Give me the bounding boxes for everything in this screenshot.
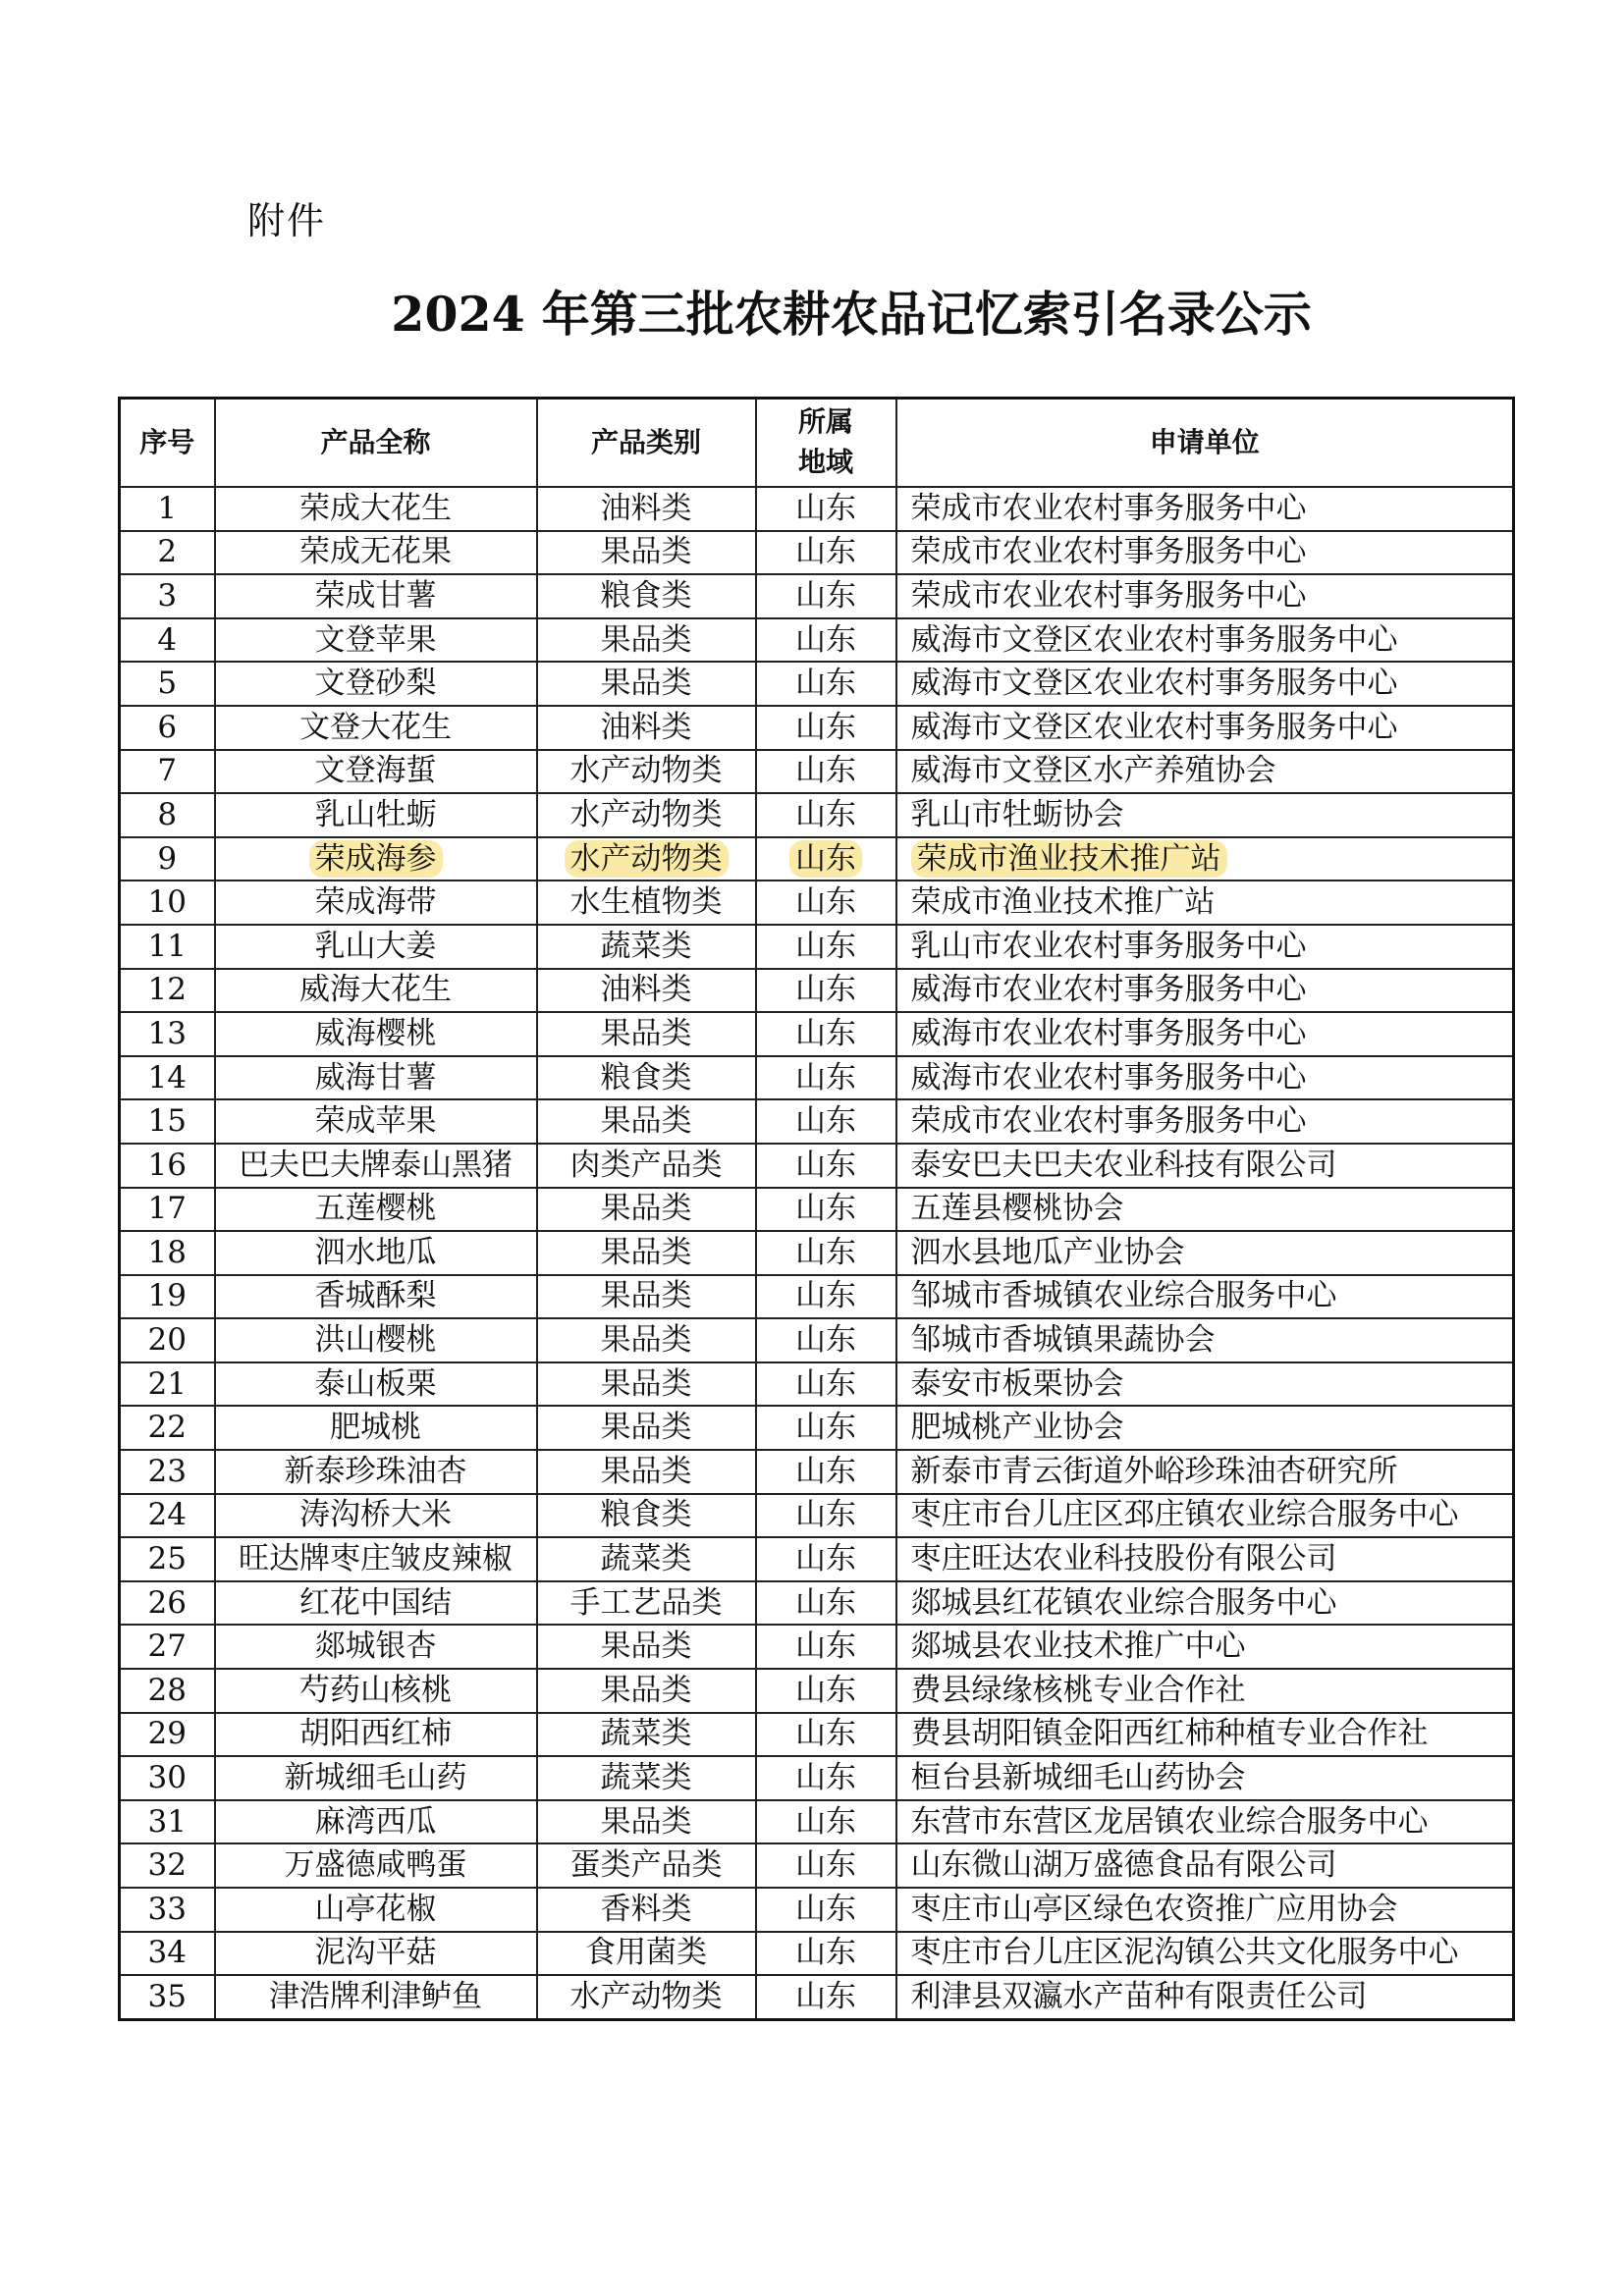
cell-category: 果品类 (537, 1406, 756, 1450)
cell-applicant-unit: 荣成市农业农村事务服务中心 (896, 574, 1514, 618)
cell-category: 手工艺品类 (537, 1581, 756, 1626)
cell-product-name: 胡阳西红柿 (215, 1713, 537, 1757)
cell-category: 蔬菜类 (537, 925, 756, 969)
cell-category: 果品类 (537, 1099, 756, 1144)
cell-no: 14 (120, 1056, 215, 1100)
cell-applicant-unit: 泰安市板栗协会 (896, 1362, 1514, 1407)
cell-no: 8 (120, 793, 215, 837)
cell-product-name (215, 837, 537, 881)
cell-category: 果品类 (537, 1318, 756, 1362)
cell-product-name: 麻湾西瓜 (215, 1800, 537, 1844)
cell-product-name: 五莲樱桃 (215, 1188, 537, 1232)
table-row (120, 925, 1514, 969)
cell-region: 山东 (756, 1843, 896, 1888)
cell-no: 26 (120, 1581, 215, 1626)
cell-applicant-unit: 荣成市农业农村事务服务中心 (896, 531, 1514, 575)
cell-applicant-unit: 肥城桃产业协会 (896, 1406, 1514, 1450)
cell-no: 24 (120, 1494, 215, 1538)
cell-product-name: 乳山牡蛎 (215, 793, 537, 837)
highlight-mark: 荣成市渔业技术推广站 (911, 840, 1227, 878)
cell-region: 山东 (756, 750, 896, 794)
cell-category: 粮食类 (537, 1056, 756, 1100)
cell-product-name: 洪山樱桃 (215, 1318, 537, 1362)
highlight-mark: 荣成海参 (309, 840, 443, 878)
table-row (120, 1362, 1514, 1407)
cell-product-name: 荣成甘薯 (215, 574, 537, 618)
table-row (120, 1012, 1514, 1056)
cell-no: 34 (120, 1932, 215, 1976)
cell-region: 山东 (756, 1625, 896, 1669)
cell-category: 食用菌类 (537, 1932, 756, 1976)
cell-applicant-unit: 枣庄市台儿庄区邳庄镇农业综合服务中心 (896, 1494, 1514, 1538)
cell-no: 2 (120, 531, 215, 575)
cell-product-name: 文登海蜇 (215, 750, 537, 794)
cell-region: 山东 (756, 1406, 896, 1450)
cell-region: 山东 (756, 969, 896, 1013)
table-header-row (120, 399, 1514, 488)
cell-no: 18 (120, 1231, 215, 1275)
table-row (120, 1406, 1514, 1450)
cell-applicant-unit: 威海市农业农村事务服务中心 (896, 1056, 1514, 1100)
cell-applicant-unit: 东营市东营区龙居镇农业综合服务中心 (896, 1800, 1514, 1844)
cell-region: 山东 (756, 881, 896, 925)
cell-product-name: 津浩牌利津鲈鱼 (215, 1975, 537, 2019)
cell-region: 山东 (756, 1012, 896, 1056)
cell-no: 22 (120, 1406, 215, 1450)
cell-applicant-unit: 乳山市牡蛎协会 (896, 793, 1514, 837)
cell-no: 28 (120, 1669, 215, 1713)
column-header-region: 所属 地域 (756, 399, 896, 488)
cell-no: 23 (120, 1450, 215, 1494)
cell-product-name: 泰山板栗 (215, 1362, 537, 1407)
table-row (120, 1756, 1514, 1800)
cell-region: 山东 (756, 1056, 896, 1100)
table-row (120, 1056, 1514, 1100)
cell-no: 7 (120, 750, 215, 794)
cell-applicant-unit: 威海市文登区农业农村事务服务中心 (896, 706, 1514, 750)
cell-no: 16 (120, 1144, 215, 1188)
cell-applicant-unit: 威海市农业农村事务服务中心 (896, 1012, 1514, 1056)
cell-region: 山东 (756, 793, 896, 837)
cell-applicant-unit: 威海市文登区农业农村事务服务中心 (896, 618, 1514, 663)
cell-product-name: 涛沟桥大米 (215, 1494, 537, 1538)
cell-no: 15 (120, 1099, 215, 1144)
cell-applicant-unit: 泰安巴夫巴夫农业科技有限公司 (896, 1144, 1514, 1188)
cell-applicant-unit: 五莲县樱桃协会 (896, 1188, 1514, 1232)
cell-region: 山东 (756, 1581, 896, 1626)
table-row (120, 1975, 1514, 2019)
cell-region: 山东 (756, 531, 896, 575)
table-body (120, 487, 1514, 2019)
table-row (120, 1144, 1514, 1188)
cell-category: 果品类 (537, 1231, 756, 1275)
table-row (120, 1318, 1514, 1362)
cell-product-name: 巴夫巴夫牌泰山黑猪 (215, 1144, 537, 1188)
cell-region: 山东 (756, 1932, 896, 1976)
column-header-unit: 申请单位 (896, 399, 1514, 488)
table-row (120, 1800, 1514, 1844)
table-row (120, 618, 1514, 663)
cell-product-name: 威海樱桃 (215, 1012, 537, 1056)
table-row (120, 1932, 1514, 1976)
cell-applicant-unit: 邹城市香城镇农业综合服务中心 (896, 1275, 1514, 1319)
table-row (120, 1231, 1514, 1275)
table-row (120, 793, 1514, 837)
cell-product-name: 荣成大花生 (215, 487, 537, 531)
cell-category: 蔬菜类 (537, 1756, 756, 1800)
cell-no: 12 (120, 969, 215, 1013)
cell-category: 果品类 (537, 618, 756, 663)
cell-category (537, 837, 756, 881)
cell-category: 果品类 (537, 1450, 756, 1494)
cell-applicant-unit: 枣庄市台儿庄区泥沟镇公共文化服务中心 (896, 1932, 1514, 1976)
cell-no: 13 (120, 1012, 215, 1056)
cell-product-name: 万盛德咸鸭蛋 (215, 1843, 537, 1888)
cell-region: 山东 (756, 1669, 896, 1713)
cell-region: 山东 (756, 1144, 896, 1188)
cell-product-name: 文登苹果 (215, 618, 537, 663)
cell-category: 油料类 (537, 969, 756, 1013)
cell-category: 香料类 (537, 1888, 756, 1932)
cell-applicant-unit: 威海市农业农村事务服务中心 (896, 969, 1514, 1013)
cell-no: 33 (120, 1888, 215, 1932)
cell-product-name: 乳山大姜 (215, 925, 537, 969)
cell-product-name: 山亭花椒 (215, 1888, 537, 1932)
cell-no: 3 (120, 574, 215, 618)
cell-applicant-unit: 费县绿缘核桃专业合作社 (896, 1669, 1514, 1713)
cell-applicant-unit: 费县胡阳镇金阳西红柿种植专业合作社 (896, 1713, 1514, 1757)
table-row (120, 1581, 1514, 1626)
cell-product-name: 香城酥梨 (215, 1275, 537, 1319)
cell-applicant-unit: 荣成市农业农村事务服务中心 (896, 487, 1514, 531)
cell-no: 20 (120, 1318, 215, 1362)
cell-applicant-unit: 桓台县新城细毛山药协会 (896, 1756, 1514, 1800)
cell-product-name: 新泰珍珠油杏 (215, 1450, 537, 1494)
cell-no: 10 (120, 881, 215, 925)
cell-applicant-unit: 荣成市农业农村事务服务中心 (896, 1099, 1514, 1144)
cell-category: 水产动物类 (537, 750, 756, 794)
cell-product-name: 荣成苹果 (215, 1099, 537, 1144)
registry-table-container (118, 397, 1512, 2021)
table-row (120, 531, 1514, 575)
table-row (120, 1669, 1514, 1713)
cell-product-name: 荣成无花果 (215, 531, 537, 575)
column-header-category: 产品类别 (537, 399, 756, 488)
cell-region: 山东 (756, 618, 896, 663)
cell-region: 山东 (756, 1318, 896, 1362)
cell-region: 山东 (756, 1231, 896, 1275)
cell-region: 山东 (756, 1756, 896, 1800)
table-row (120, 1537, 1514, 1581)
cell-region (756, 837, 896, 881)
cell-region: 山东 (756, 1494, 896, 1538)
cell-category: 果品类 (537, 1669, 756, 1713)
cell-product-name: 威海甘薯 (215, 1056, 537, 1100)
cell-applicant-unit: 郯城县红花镇农业综合服务中心 (896, 1581, 1514, 1626)
cell-category: 粮食类 (537, 574, 756, 618)
cell-applicant-unit: 威海市文登区水产养殖协会 (896, 750, 1514, 794)
cell-category: 油料类 (537, 487, 756, 531)
cell-category: 蛋类产品类 (537, 1843, 756, 1888)
attachment-label: 附件 (247, 199, 327, 242)
cell-no: 19 (120, 1275, 215, 1319)
cell-product-name: 威海大花生 (215, 969, 537, 1013)
cell-category: 肉类产品类 (537, 1144, 756, 1188)
cell-product-name: 文登大花生 (215, 706, 537, 750)
cell-region: 山东 (756, 1975, 896, 2019)
cell-product-name: 泥沟平菇 (215, 1932, 537, 1976)
cell-region: 山东 (756, 487, 896, 531)
cell-region: 山东 (756, 1800, 896, 1844)
cell-region: 山东 (756, 706, 896, 750)
cell-applicant-unit: 邹城市香城镇果蔬协会 (896, 1318, 1514, 1362)
table-row (120, 1099, 1514, 1144)
highlight-mark: 山东 (789, 840, 862, 878)
cell-applicant-unit: 新泰市青云街道外峪珍珠油杏研究所 (896, 1450, 1514, 1494)
cell-no: 35 (120, 1975, 215, 2019)
table-row (120, 969, 1514, 1013)
cell-category: 水产动物类 (537, 1975, 756, 2019)
table-row (120, 1450, 1514, 1494)
page-title: 2024 年第三批农耕农品记忆索引名录公示 (391, 286, 1312, 343)
cell-region: 山东 (756, 662, 896, 706)
table-row (120, 574, 1514, 618)
cell-category: 油料类 (537, 706, 756, 750)
cell-region: 山东 (756, 1537, 896, 1581)
cell-no: 32 (120, 1843, 215, 1888)
cell-applicant-unit (896, 837, 1514, 881)
table-row (120, 1843, 1514, 1888)
table-row (120, 706, 1514, 750)
cell-product-name: 芍药山核桃 (215, 1669, 537, 1713)
cell-applicant-unit: 郯城县农业技术推广中心 (896, 1625, 1514, 1669)
table-row (120, 1494, 1514, 1538)
cell-no: 25 (120, 1537, 215, 1581)
cell-applicant-unit: 泗水县地瓜产业协会 (896, 1231, 1514, 1275)
table-row (120, 487, 1514, 531)
cell-no: 29 (120, 1713, 215, 1757)
cell-category: 水产动物类 (537, 793, 756, 837)
cell-category: 果品类 (537, 1625, 756, 1669)
cell-no: 17 (120, 1188, 215, 1232)
cell-no: 4 (120, 618, 215, 663)
cell-category: 果品类 (537, 1275, 756, 1319)
table-row (120, 881, 1514, 925)
cell-no: 30 (120, 1756, 215, 1800)
cell-no: 9 (120, 837, 215, 881)
cell-product-name: 新城细毛山药 (215, 1756, 537, 1800)
cell-region: 山东 (756, 1713, 896, 1757)
cell-product-name: 旺达牌枣庄皱皮辣椒 (215, 1537, 537, 1581)
cell-product-name: 肥城桃 (215, 1406, 537, 1450)
cell-applicant-unit: 山东微山湖万盛德食品有限公司 (896, 1843, 1514, 1888)
cell-category: 蔬菜类 (537, 1713, 756, 1757)
cell-category: 蔬菜类 (537, 1537, 756, 1581)
table-row (120, 1713, 1514, 1757)
table-row (120, 1275, 1514, 1319)
column-header-name: 产品全称 (215, 399, 537, 488)
table-row (120, 1888, 1514, 1932)
cell-category: 果品类 (537, 1188, 756, 1232)
cell-applicant-unit: 枣庄市山亭区绿色农资推广应用协会 (896, 1888, 1514, 1932)
cell-no: 27 (120, 1625, 215, 1669)
cell-no: 5 (120, 662, 215, 706)
cell-category: 水生植物类 (537, 881, 756, 925)
cell-applicant-unit: 荣成市渔业技术推广站 (896, 881, 1514, 925)
cell-applicant-unit: 威海市文登区农业农村事务服务中心 (896, 662, 1514, 706)
cell-product-name: 红花中国结 (215, 1581, 537, 1626)
table-row (120, 837, 1514, 881)
cell-category: 果品类 (537, 531, 756, 575)
cell-category: 果品类 (537, 1012, 756, 1056)
cell-region: 山东 (756, 1888, 896, 1932)
cell-applicant-unit: 利津县双瀛水产苗种有限责任公司 (896, 1975, 1514, 2019)
table-row (120, 1625, 1514, 1669)
cell-category: 果品类 (537, 1362, 756, 1407)
cell-category: 果品类 (537, 1800, 756, 1844)
cell-region: 山东 (756, 925, 896, 969)
cell-category: 粮食类 (537, 1494, 756, 1538)
cell-applicant-unit: 乳山市农业农村事务服务中心 (896, 925, 1514, 969)
cell-no: 31 (120, 1800, 215, 1844)
cell-region: 山东 (756, 1450, 896, 1494)
cell-category: 果品类 (537, 662, 756, 706)
table-row (120, 750, 1514, 794)
registry-table (118, 397, 1515, 2021)
cell-no: 21 (120, 1362, 215, 1407)
cell-product-name: 泗水地瓜 (215, 1231, 537, 1275)
cell-region: 山东 (756, 1099, 896, 1144)
cell-product-name: 文登砂梨 (215, 662, 537, 706)
cell-region: 山东 (756, 1275, 896, 1319)
table-row (120, 662, 1514, 706)
cell-product-name: 荣成海带 (215, 881, 537, 925)
table-row (120, 1188, 1514, 1232)
cell-no: 6 (120, 706, 215, 750)
cell-product-name: 郯城银杏 (215, 1625, 537, 1669)
cell-region: 山东 (756, 1188, 896, 1232)
cell-no: 1 (120, 487, 215, 531)
cell-region: 山东 (756, 1362, 896, 1407)
cell-region: 山东 (756, 574, 896, 618)
cell-applicant-unit: 枣庄旺达农业科技股份有限公司 (896, 1537, 1514, 1581)
cell-no: 11 (120, 925, 215, 969)
column-header-no: 序号 (120, 399, 215, 488)
highlight-mark: 水产动物类 (565, 840, 729, 878)
